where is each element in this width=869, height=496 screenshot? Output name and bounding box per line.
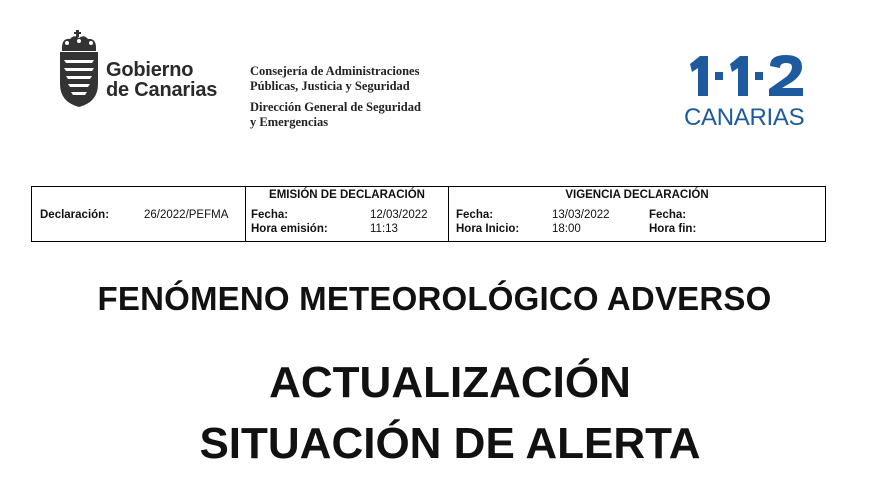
gobierno-line-2: de Canarias xyxy=(106,79,218,101)
emision-header: EMISIÓN DE DECLARACIÓN xyxy=(269,189,425,201)
department-line-2: Públicas, Justicia y Seguridad xyxy=(250,79,410,93)
emision-fecha-label: Fecha: xyxy=(251,209,289,221)
vigencia-fecha-fin-label: Fecha: xyxy=(649,209,687,221)
emision-fecha-value: 12/03/2022 xyxy=(370,209,428,221)
declaration-cell xyxy=(32,187,246,242)
department-block xyxy=(250,64,421,130)
canarias-label: CANARIAS xyxy=(684,104,805,131)
department-line-1: Consejería de Administraciones xyxy=(250,64,420,78)
vigencia-hora-inicio-value: 18:00 xyxy=(552,223,581,235)
emision-hora-value: 11:13 xyxy=(370,223,398,235)
emergency-112-logo xyxy=(682,52,810,132)
declaracion-value: 26/2022/PEFMA xyxy=(144,209,229,221)
direction-line-2: y Emergencias xyxy=(250,115,329,129)
actualizacion-title: ACTUALIZACIÓN xyxy=(269,358,631,407)
fenomeno-title: FENÓMENO METEOROLÓGICO ADVERSO xyxy=(97,280,772,317)
emision-hora-label: Hora emisión: xyxy=(251,223,328,235)
vigencia-header: VIGENCIA DECLARACIÓN xyxy=(565,189,709,201)
situacion-title: SITUACIÓN DE ALERTA xyxy=(199,419,701,468)
gobierno-line-1: Gobierno xyxy=(106,59,194,81)
vigencia-cell xyxy=(449,187,826,242)
declaracion-label: Declaración: xyxy=(40,209,110,221)
gobierno-de-canarias-wordmark xyxy=(106,60,217,100)
direction-line-1: Dirección General de Seguridad xyxy=(250,100,421,114)
vigencia-hora-fin-label: Hora fin: xyxy=(649,223,697,235)
gobierno-coat-of-arms-icon xyxy=(56,30,102,108)
vigencia-hora-inicio-label: Hora Inicio: xyxy=(456,223,520,235)
vigencia-fecha-label: Fecha: xyxy=(456,209,494,221)
emision-cell xyxy=(246,187,449,242)
vigencia-fecha-value: 13/03/2022 xyxy=(552,209,610,221)
number-112-icon xyxy=(682,52,810,100)
declaration-table xyxy=(31,186,826,242)
